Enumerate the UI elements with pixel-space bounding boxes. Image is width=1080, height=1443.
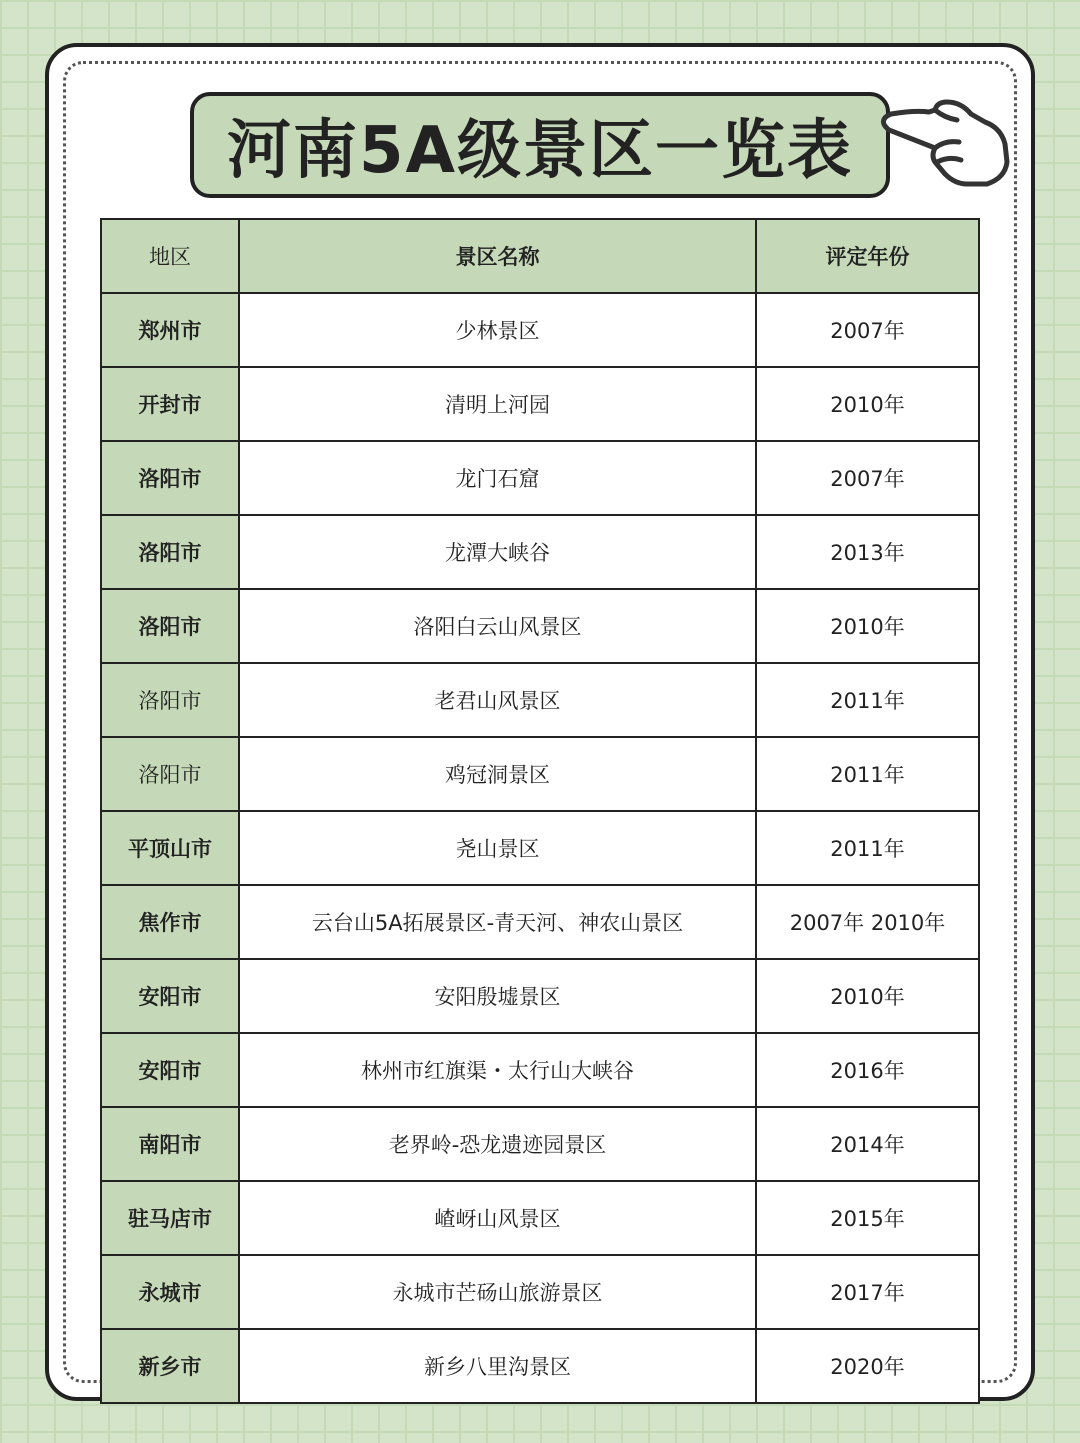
region-cell: 洛阳市 — [101, 663, 239, 737]
region-cell: 洛阳市 — [101, 515, 239, 589]
rating-year-cell: 2007年 2010年 — [756, 885, 979, 959]
scenic-name-cell: 林州市红旗渠・太行山大峡谷 — [239, 1033, 756, 1107]
rating-year-cell: 2016年 — [756, 1033, 979, 1107]
rating-year-cell: 2015年 — [756, 1181, 979, 1255]
scenic-name-cell: 安阳殷墟景区 — [239, 959, 756, 1033]
table-row — [101, 1033, 979, 1107]
region-cell: 南阳市 — [101, 1107, 239, 1181]
rating-year-cell: 2007年 — [756, 441, 979, 515]
region-cell: 洛阳市 — [101, 589, 239, 663]
table-header-row — [101, 219, 979, 293]
region-cell: 安阳市 — [101, 1033, 239, 1107]
scenic-name-cell: 少林景区 — [239, 293, 756, 367]
scenic-name-cell: 新乡八里沟景区 — [239, 1329, 756, 1403]
header-rating-year: 评定年份 — [756, 219, 979, 293]
table-row — [101, 737, 979, 811]
region-cell: 洛阳市 — [101, 737, 239, 811]
pointing-hand-icon — [875, 92, 1015, 192]
rating-year-cell: 2010年 — [756, 589, 979, 663]
header-region: 地区 — [101, 219, 239, 293]
scenic-area-table — [100, 218, 980, 1404]
scenic-name-cell: 永城市芒砀山旅游景区 — [239, 1255, 756, 1329]
header-scenic-name: 景区名称 — [239, 219, 756, 293]
table-row — [101, 959, 979, 1033]
table-row — [101, 885, 979, 959]
scenic-name-cell: 云台山5A拓展景区-青天河、神农山景区 — [239, 885, 756, 959]
page-title: 河南5A级景区一览表 — [190, 92, 890, 198]
scenic-name-cell: 龙门石窟 — [239, 441, 756, 515]
rating-year-cell: 2010年 — [756, 959, 979, 1033]
region-cell: 开封市 — [101, 367, 239, 441]
region-cell: 驻马店市 — [101, 1181, 239, 1255]
scenic-name-cell: 清明上河园 — [239, 367, 756, 441]
scenic-name-cell: 龙潭大峡谷 — [239, 515, 756, 589]
rating-year-cell: 2013年 — [756, 515, 979, 589]
region-cell: 永城市 — [101, 1255, 239, 1329]
region-cell: 安阳市 — [101, 959, 239, 1033]
rating-year-cell: 2010年 — [756, 367, 979, 441]
rating-year-cell: 2014年 — [756, 1107, 979, 1181]
rating-year-cell: 2020年 — [756, 1329, 979, 1403]
table-row — [101, 1181, 979, 1255]
scenic-name-cell: 洛阳白云山风景区 — [239, 589, 756, 663]
table-row — [101, 293, 979, 367]
table-row — [101, 811, 979, 885]
table-row — [101, 515, 979, 589]
scenic-name-cell: 老君山风景区 — [239, 663, 756, 737]
region-cell: 焦作市 — [101, 885, 239, 959]
rating-year-cell: 2011年 — [756, 663, 979, 737]
table-row — [101, 1255, 979, 1329]
region-cell: 洛阳市 — [101, 441, 239, 515]
region-cell: 平顶山市 — [101, 811, 239, 885]
rating-year-cell: 2007年 — [756, 293, 979, 367]
region-cell: 新乡市 — [101, 1329, 239, 1403]
rating-year-cell: 2011年 — [756, 811, 979, 885]
rating-year-cell: 2011年 — [756, 737, 979, 811]
rating-year-cell: 2017年 — [756, 1255, 979, 1329]
table-row — [101, 1329, 979, 1403]
table-row — [101, 1107, 979, 1181]
table-row — [101, 441, 979, 515]
scenic-name-cell: 尧山景区 — [239, 811, 756, 885]
table-row — [101, 367, 979, 441]
table-row — [101, 663, 979, 737]
table-body — [101, 293, 979, 1403]
scenic-name-cell: 老界岭-恐龙遗迹园景区 — [239, 1107, 756, 1181]
scenic-name-cell: 嵖岈山风景区 — [239, 1181, 756, 1255]
region-cell: 郑州市 — [101, 293, 239, 367]
scenic-name-cell: 鸡冠洞景区 — [239, 737, 756, 811]
table-row — [101, 589, 979, 663]
